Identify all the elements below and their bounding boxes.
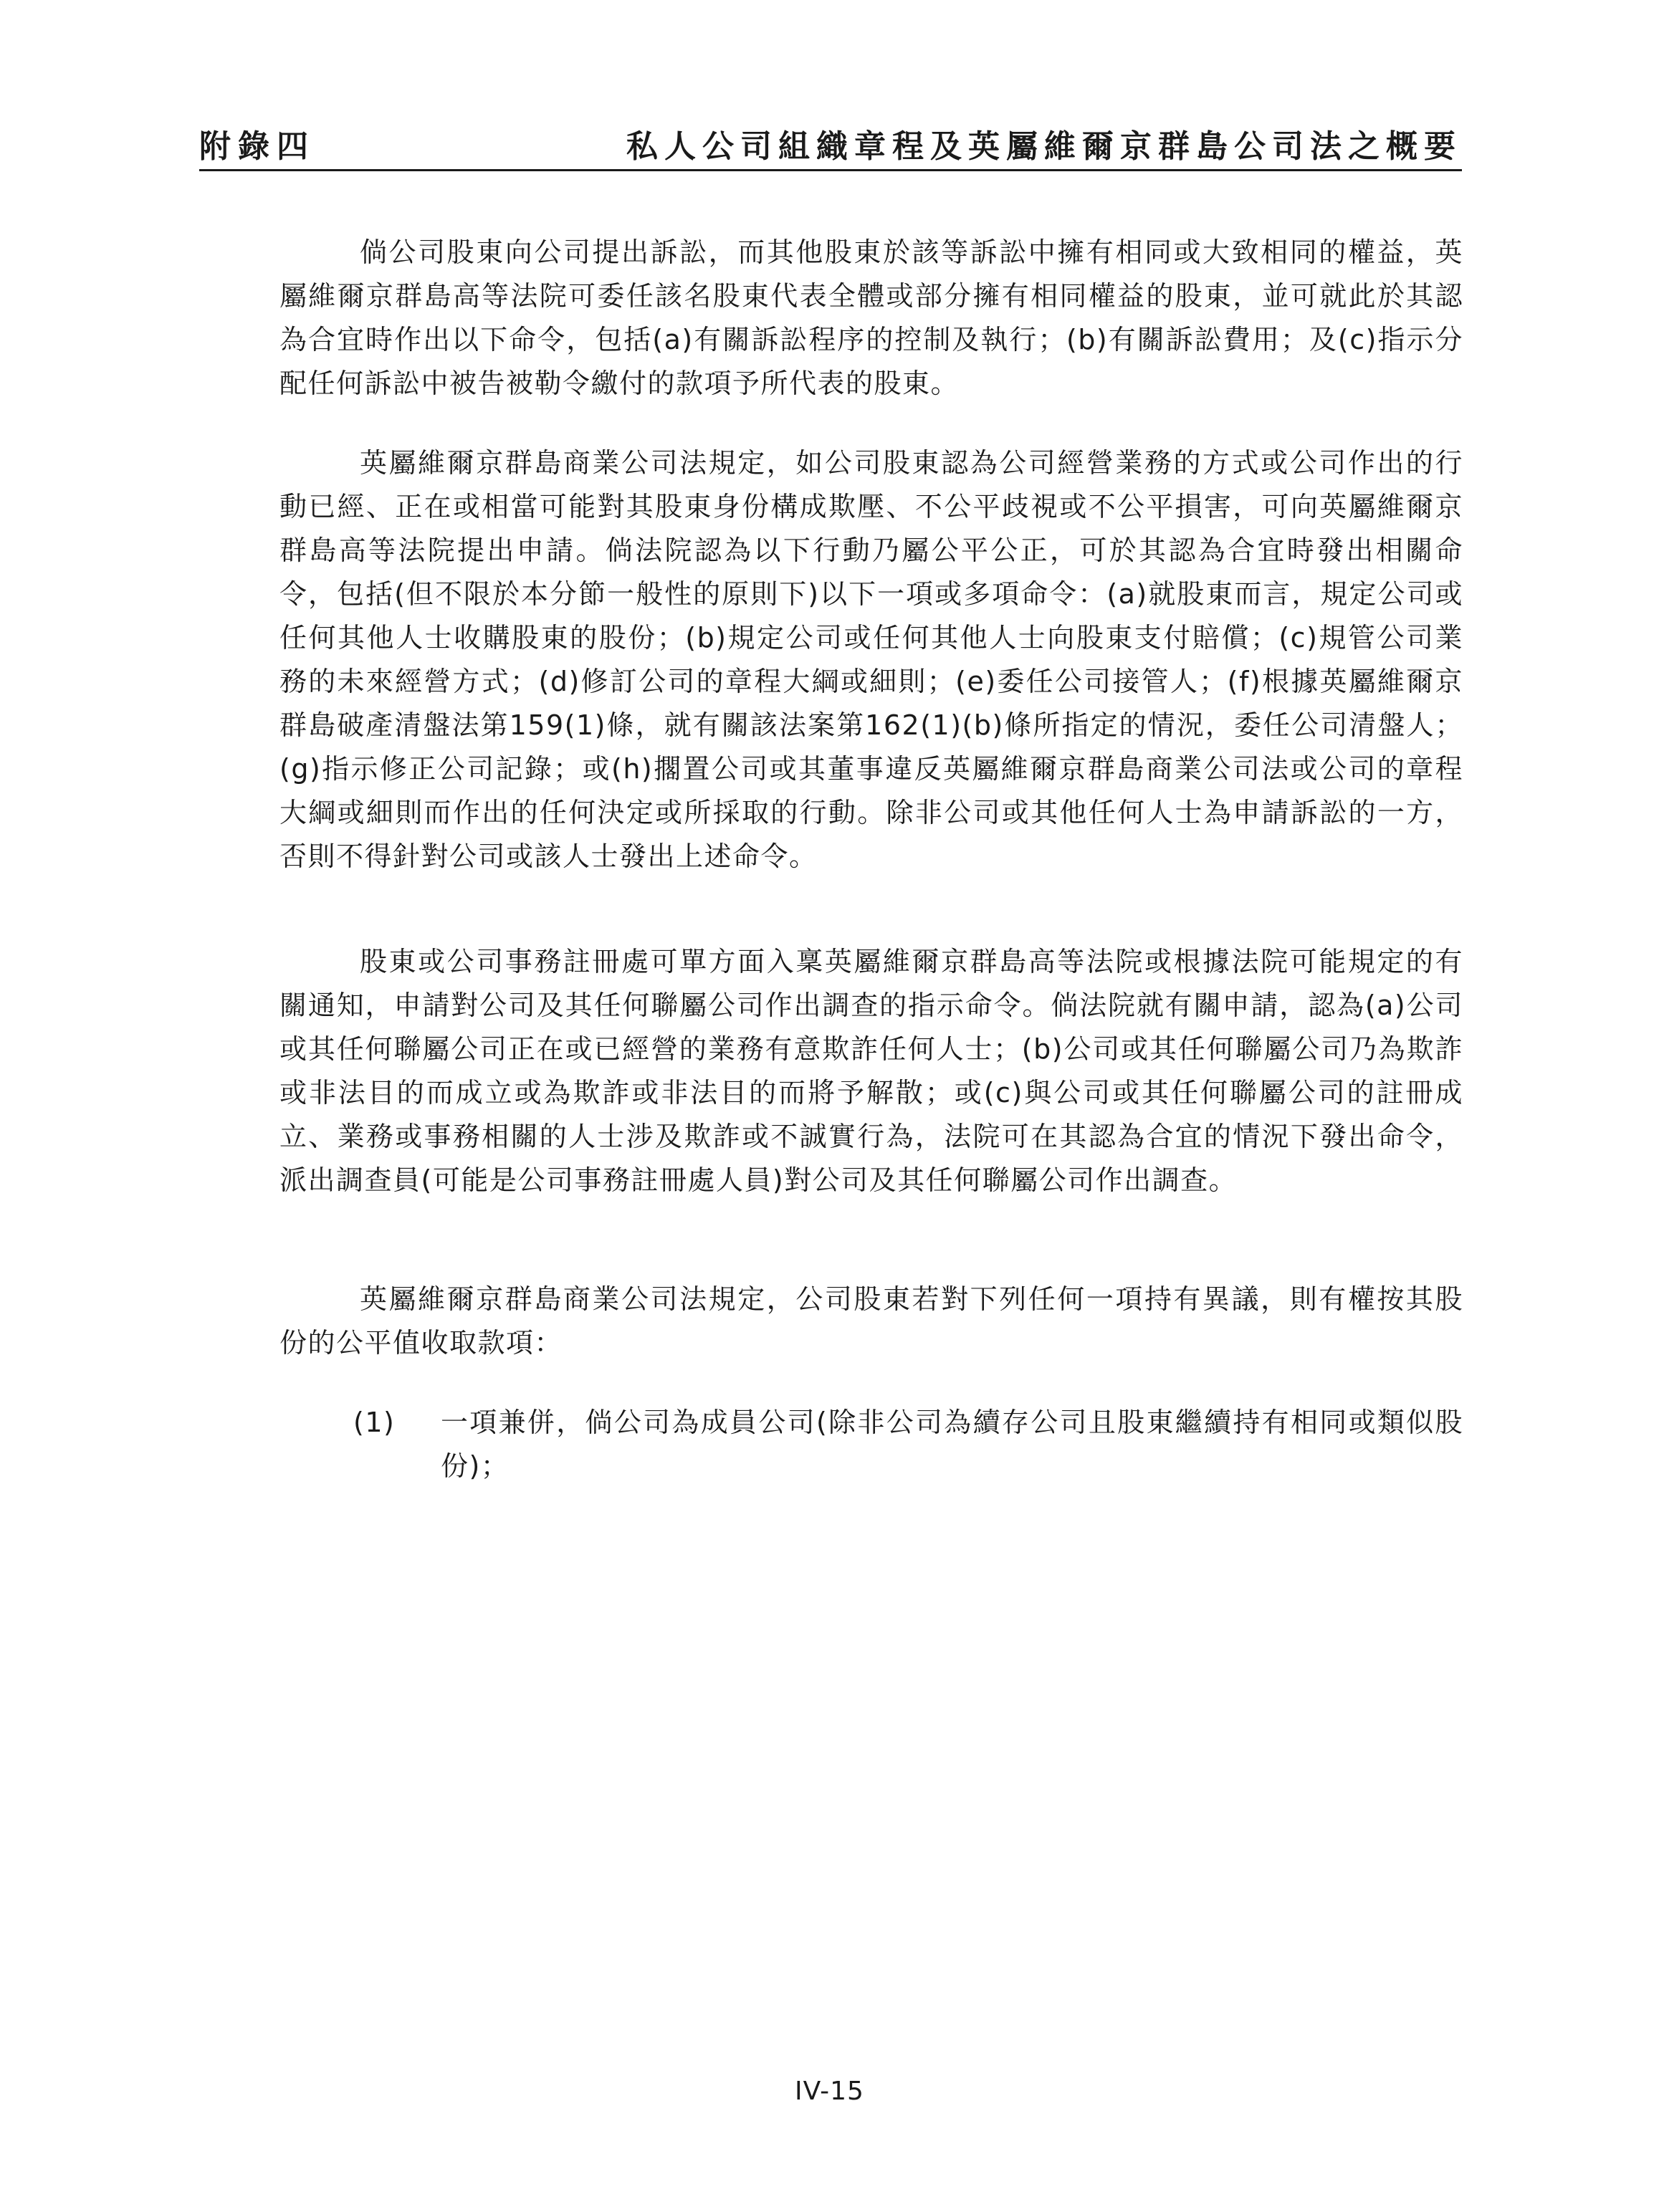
header-divider xyxy=(199,169,1462,171)
page-number: IV-15 xyxy=(795,2077,864,2106)
appendix-label: 附錄四 xyxy=(199,128,315,165)
page-title: 私人公司組織章程及英屬維爾京群島公司法之概要 xyxy=(626,128,1462,165)
paragraph-investigation-order: 股東或公司事務註冊處可單方面入稟英屬維爾京群島高等法院或根據法院可能規定的有關通知，申請對公司及其任何聯屬公司作出調查的指示命令。倘法院就有關申請，認為(a)公司或其任何聯屬公司正在或已經營的業務有意欺詐任何人士；(b)公司或其任何聯屬公司乃為欺詐或非法目的而成立或為欺詐或非法目的而將予解散；或(c)與公司或其任何聯屬公司的註冊成立、業務或事務相關的人士涉及欺詐或不誠實行為，法院可在其認為合宜的情況下發出命令，派出調查員(可能是公司事務註冊處人員)對公司及其任何聯屬公司作出調查。 xyxy=(279,946,1463,1196)
page-header xyxy=(199,115,1462,175)
list-item-marker: (1) xyxy=(353,1407,396,1438)
list-item-text: 一項兼併，倘公司為成員公司(除非公司為續存公司且股東繼續持有相同或類似股份)； xyxy=(441,1407,1463,1482)
paragraph-dissenter-rights: 英屬維爾京群島商業公司法規定，公司股東若對下列任何一項持有異議，則有權按其股份的公平值收取款項： xyxy=(279,1283,1463,1359)
paragraph-derivative-action: 倘公司股東向公司提出訴訟，而其他股東於該等訴訟中擁有相同或大致相同的權益，英屬維爾京群島高等法院可委任該名股東代表全體或部分擁有相同權益的股東，並可就此於其認為合宜時作出以下命令，包括(a)有關訴訟程序的控制及執行；(b)有關訴訟費用；及(c)指示分配任何訴訟中被告被勒令繳付的款項予所代表的股東。 xyxy=(279,236,1463,399)
paragraph-oppression-remedy: 英屬維爾京群島商業公司法規定，如公司股東認為公司經營業務的方式或公司作出的行動已經、正在或相當可能對其股東身份構成欺壓、不公平歧視或不公平損害，可向英屬維爾京群島高等法院提出申請。倘法院認為以下行動乃屬公平公正，可於其認為合宜時發出相關命令，包括(但不限於本分節一般性的原則下)以下一項或多項命令：(a)就股東而言，規定公司或任何其他人士收購股東的股份；(b)規定公司或任何其他人士向股東支付賠償；(c)規管公司業務的未來經營方式；(d)修訂公司的章程大綱或細則；(e)委任公司接管人；(f)根據英屬維爾京群島破產清盤法第159(1)條，就有關該法案第162(1)(b)條所指定的情況，委任公司清盤人；(g)指示修正公司記錄；或(h)擱置公司或其董事違反英屬維爾京群島商業公司法或公司的章程大綱或細則而作出的任何決定或所採取的行動。除非公司或其他任何人士為申請訴訟的一方，否則不得針對公司或該人士發出上述命令。 xyxy=(279,447,1463,872)
